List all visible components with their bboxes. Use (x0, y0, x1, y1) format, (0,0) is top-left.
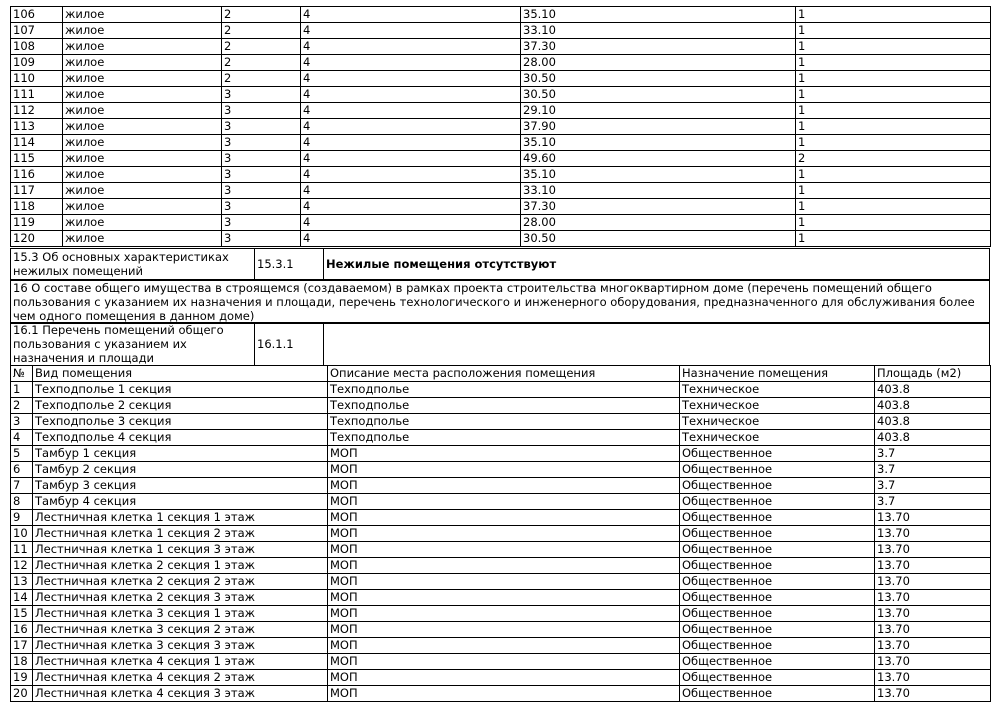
table-cell: жилое (63, 71, 222, 87)
table-row (11, 103, 991, 119)
table-cell: 115 (11, 151, 63, 167)
table-cell: Общественное (680, 494, 875, 510)
table-cell: 30.50 (521, 231, 796, 247)
table-cell: Тамбур 1 секция (33, 446, 328, 462)
section-15-3 (10, 248, 990, 280)
table-row (11, 135, 991, 151)
table-cell: 9 (11, 510, 33, 526)
table-cell: 1 (796, 199, 991, 215)
table-cell: Общественное (680, 526, 875, 542)
table-cell: Техническое (680, 398, 875, 414)
table-cell: 4 (301, 135, 521, 151)
table-cell: 28.00 (521, 55, 796, 71)
table-cell: Общественное (680, 590, 875, 606)
table-cell: МОП (328, 542, 680, 558)
table-cell: 403.8 (875, 430, 991, 446)
table-row (11, 183, 991, 199)
table-cell: 4 (301, 103, 521, 119)
table-cell: 4 (301, 87, 521, 103)
table-cell: 112 (11, 103, 63, 119)
table-cell: жилое (63, 7, 222, 23)
common-areas-header (11, 366, 991, 382)
table-cell: 37.30 (521, 39, 796, 55)
table-cell: 119 (11, 215, 63, 231)
table-row (11, 590, 991, 606)
table-cell: 1 (796, 23, 991, 39)
section-16-1-label: 16.1 Перечень помещений общего пользования с указанием их назначения и площади (11, 323, 255, 366)
table-cell: 14 (11, 590, 33, 606)
table-cell: 3 (222, 119, 301, 135)
table-cell: 37.30 (521, 199, 796, 215)
table-cell: МОП (328, 558, 680, 574)
table-cell: 3 (222, 151, 301, 167)
table-cell: МОП (328, 574, 680, 590)
table-cell: Тамбур 2 секция (33, 462, 328, 478)
table-cell: 13.70 (875, 590, 991, 606)
table-cell: 118 (11, 199, 63, 215)
table-row (11, 7, 991, 23)
table-row (11, 478, 991, 494)
table-row (11, 398, 991, 414)
table-cell: Общественное (680, 510, 875, 526)
units-table (10, 6, 991, 247)
table-cell: жилое (63, 199, 222, 215)
table-cell: 18 (11, 654, 33, 670)
table-cell: Лестничная клетка 3 секция 3 этаж (33, 638, 328, 654)
table-cell: 1 (796, 103, 991, 119)
table-row (11, 55, 991, 71)
table-row (11, 231, 991, 247)
table-cell: жилое (63, 87, 222, 103)
table-cell: 3 (222, 135, 301, 151)
table-cell: 1 (796, 71, 991, 87)
table-row (11, 670, 991, 686)
table-row (11, 39, 991, 55)
table-row (11, 199, 991, 215)
table-cell: 3 (222, 87, 301, 103)
table-cell: 4 (301, 167, 521, 183)
table-cell: 4 (301, 151, 521, 167)
table-cell: 2 (222, 23, 301, 39)
table-row (11, 542, 991, 558)
table-row (11, 414, 991, 430)
table-row (11, 686, 991, 702)
table-row (11, 510, 991, 526)
table-cell: 35.10 (521, 167, 796, 183)
table-cell: жилое (63, 55, 222, 71)
table-cell: Общественное (680, 558, 875, 574)
table-cell: 1 (796, 183, 991, 199)
table-row (11, 87, 991, 103)
table-cell: 13.70 (875, 526, 991, 542)
table-cell: МОП (328, 510, 680, 526)
table-cell: МОП (328, 654, 680, 670)
table-row (11, 558, 991, 574)
table-cell: Лестничная клетка 2 секция 2 этаж (33, 574, 328, 590)
table-cell: 4 (11, 430, 33, 446)
table-cell: МОП (328, 462, 680, 478)
table-cell: 13.70 (875, 638, 991, 654)
table-cell: 1 (796, 55, 991, 71)
table-cell: Техническое (680, 414, 875, 430)
table-cell: 3 (222, 231, 301, 247)
table-cell: МОП (328, 670, 680, 686)
table-cell: 117 (11, 183, 63, 199)
section-15-3-label: 15.3 Об основных характеристиках нежилых помещений (11, 249, 255, 280)
table-cell: 20 (11, 686, 33, 702)
table-cell: 108 (11, 39, 63, 55)
table-row (11, 430, 991, 446)
table-cell: 13.70 (875, 654, 991, 670)
section-16 (10, 280, 990, 324)
table-row (11, 654, 991, 670)
table-cell: Техподполье 1 секция (33, 382, 328, 398)
table-row (11, 151, 991, 167)
table-cell: 2 (222, 55, 301, 71)
table-cell: Лестничная клетка 3 секция 2 этаж (33, 622, 328, 638)
table-cell: Общественное (680, 542, 875, 558)
header-cell: Описание места расположения помещения (328, 366, 680, 382)
table-cell: 4 (301, 199, 521, 215)
table-cell: 15 (11, 606, 33, 622)
table-cell: 403.8 (875, 414, 991, 430)
table-cell: 4 (301, 23, 521, 39)
table-row (11, 71, 991, 87)
common-areas-table (10, 365, 991, 702)
table-cell: Техническое (680, 382, 875, 398)
table-cell: МОП (328, 590, 680, 606)
table-cell: 35.10 (521, 135, 796, 151)
table-row (11, 494, 991, 510)
table-cell: Лестничная клетка 3 секция 1 этаж (33, 606, 328, 622)
table-cell: жилое (63, 39, 222, 55)
table-cell: 1 (796, 135, 991, 151)
table-cell: 2 (222, 39, 301, 55)
table-cell: 109 (11, 55, 63, 71)
table-cell: 10 (11, 526, 33, 542)
table-cell: МОП (328, 622, 680, 638)
table-cell: 2 (796, 151, 991, 167)
table-cell: 403.8 (875, 398, 991, 414)
table-row (11, 606, 991, 622)
section-16-1-code: 16.1.1 (255, 323, 324, 366)
section-16-1-value (324, 323, 990, 366)
table-cell: МОП (328, 686, 680, 702)
table-cell: Лестничная клетка 1 секция 1 этаж (33, 510, 328, 526)
table-cell: МОП (328, 446, 680, 462)
table-cell: Лестничная клетка 2 секция 3 этаж (33, 590, 328, 606)
table-cell: 3.7 (875, 446, 991, 462)
table-cell: 106 (11, 7, 63, 23)
table-cell: 3.7 (875, 494, 991, 510)
table-cell: Лестничная клетка 1 секция 2 этаж (33, 526, 328, 542)
table-cell: Лестничная клетка 4 секция 2 этаж (33, 670, 328, 686)
table-cell: Общественное (680, 622, 875, 638)
table-cell: 3.7 (875, 462, 991, 478)
table-cell: Общественное (680, 574, 875, 590)
table-cell: 1 (796, 39, 991, 55)
table-cell: 12 (11, 558, 33, 574)
table-cell: МОП (328, 638, 680, 654)
table-cell: Общественное (680, 478, 875, 494)
table-cell: 2 (222, 7, 301, 23)
table-cell: 8 (11, 494, 33, 510)
table-cell: жилое (63, 231, 222, 247)
table-cell: жилое (63, 183, 222, 199)
table-cell: Лестничная клетка 4 секция 3 этаж (33, 686, 328, 702)
table-cell: жилое (63, 119, 222, 135)
table-cell: Техподполье (328, 398, 680, 414)
table-row (11, 215, 991, 231)
table-cell: 49.60 (521, 151, 796, 167)
table-cell: 13 (11, 574, 33, 590)
table-cell: 4 (301, 7, 521, 23)
table-cell: 33.10 (521, 23, 796, 39)
table-row (11, 167, 991, 183)
table-cell: 2 (222, 71, 301, 87)
table-cell: 29.10 (521, 103, 796, 119)
table-row (11, 574, 991, 590)
table-cell: 4 (301, 71, 521, 87)
table-cell: 5 (11, 446, 33, 462)
table-cell: 4 (301, 39, 521, 55)
table-cell: 2 (11, 398, 33, 414)
table-cell: 13.70 (875, 622, 991, 638)
table-cell: Общественное (680, 446, 875, 462)
table-cell: Техподполье (328, 430, 680, 446)
table-cell: 3 (222, 199, 301, 215)
table-cell: 3 (222, 103, 301, 119)
table-cell: 3 (11, 414, 33, 430)
table-cell: 1 (796, 231, 991, 247)
table-cell: 13.70 (875, 606, 991, 622)
table-cell: 13.70 (875, 542, 991, 558)
table-cell: 1 (796, 167, 991, 183)
table-row (11, 622, 991, 638)
table-cell: 107 (11, 23, 63, 39)
table-row (11, 462, 991, 478)
table-cell: Общественное (680, 654, 875, 670)
table-cell: 114 (11, 135, 63, 151)
table-cell: 13.70 (875, 558, 991, 574)
table-cell: МОП (328, 494, 680, 510)
table-row (11, 446, 991, 462)
table-cell: жилое (63, 135, 222, 151)
table-cell: 111 (11, 87, 63, 103)
table-cell: 113 (11, 119, 63, 135)
table-cell: 116 (11, 167, 63, 183)
header-cell: № (11, 366, 33, 382)
table-cell: 1 (796, 87, 991, 103)
table-cell: 1 (796, 215, 991, 231)
section-16-1 (10, 322, 990, 366)
table-cell: Техподполье 2 секция (33, 398, 328, 414)
section-16-text: 16 О составе общего имущества в строящемся (создаваемом) в рамках проекта строительства многоквартирном доме (перечень помещений общего пользования с указанием их назначения и площади, перечень технологического и инженерного оборудования, предназначенного для обслуживания более чем одного помещения в данном доме) (11, 281, 990, 324)
table-cell: Тамбур 3 секция (33, 478, 328, 494)
table-cell: 13.70 (875, 510, 991, 526)
table-cell: Общественное (680, 670, 875, 686)
table-cell: 403.8 (875, 382, 991, 398)
table-cell: 4 (301, 55, 521, 71)
table-cell: 1 (11, 382, 33, 398)
table-row (11, 382, 991, 398)
table-cell: 30.50 (521, 87, 796, 103)
table-cell: Техподполье 3 секция (33, 414, 328, 430)
table-cell: 1 (796, 119, 991, 135)
table-cell: Общественное (680, 638, 875, 654)
table-cell: 120 (11, 231, 63, 247)
table-cell: жилое (63, 215, 222, 231)
table-cell: Лестничная клетка 2 секция 1 этаж (33, 558, 328, 574)
table-row (11, 526, 991, 542)
table-cell: 17 (11, 638, 33, 654)
table-cell: 35.10 (521, 7, 796, 23)
table-cell: Лестничная клетка 1 секция 3 этаж (33, 542, 328, 558)
table-cell: 13.70 (875, 686, 991, 702)
table-cell: жилое (63, 23, 222, 39)
table-cell: 13.70 (875, 670, 991, 686)
table-cell: жилое (63, 151, 222, 167)
table-cell: 4 (301, 215, 521, 231)
table-cell: 1 (796, 7, 991, 23)
header-cell: Назначение помещения (680, 366, 875, 382)
table-cell: 3.7 (875, 478, 991, 494)
table-cell: 3 (222, 167, 301, 183)
header-cell: Площадь (м2) (875, 366, 991, 382)
table-cell: 16 (11, 622, 33, 638)
header-cell: Вид помещения (33, 366, 328, 382)
table-row (11, 119, 991, 135)
table-row (11, 638, 991, 654)
table-cell: 110 (11, 71, 63, 87)
table-cell: Общественное (680, 606, 875, 622)
table-cell: 33.10 (521, 183, 796, 199)
table-cell: 11 (11, 542, 33, 558)
table-cell: Техподполье 4 секция (33, 430, 328, 446)
table-cell: Общественное (680, 686, 875, 702)
table-cell: 6 (11, 462, 33, 478)
table-cell: Лестничная клетка 4 секция 1 этаж (33, 654, 328, 670)
table-cell: Техподполье (328, 414, 680, 430)
table-cell: МОП (328, 606, 680, 622)
table-cell: 4 (301, 119, 521, 135)
table-cell: 13.70 (875, 574, 991, 590)
table-cell: 37.90 (521, 119, 796, 135)
section-15-3-value: Нежилые помещения отсутствуют (324, 249, 990, 280)
table-cell: Тамбур 4 секция (33, 494, 328, 510)
table-cell: Техподполье (328, 382, 680, 398)
table-cell: 4 (301, 231, 521, 247)
table-cell: Общественное (680, 462, 875, 478)
table-cell: 3 (222, 215, 301, 231)
table-cell: 30.50 (521, 71, 796, 87)
table-cell: жилое (63, 167, 222, 183)
table-cell: МОП (328, 526, 680, 542)
table-cell: жилое (63, 103, 222, 119)
table-cell: 4 (301, 183, 521, 199)
table-cell: 3 (222, 183, 301, 199)
table-row (11, 23, 991, 39)
section-15-3-code: 15.3.1 (255, 249, 324, 280)
table-cell: 19 (11, 670, 33, 686)
table-cell: МОП (328, 478, 680, 494)
table-cell: 28.00 (521, 215, 796, 231)
table-cell: Техническое (680, 430, 875, 446)
table-cell: 7 (11, 478, 33, 494)
